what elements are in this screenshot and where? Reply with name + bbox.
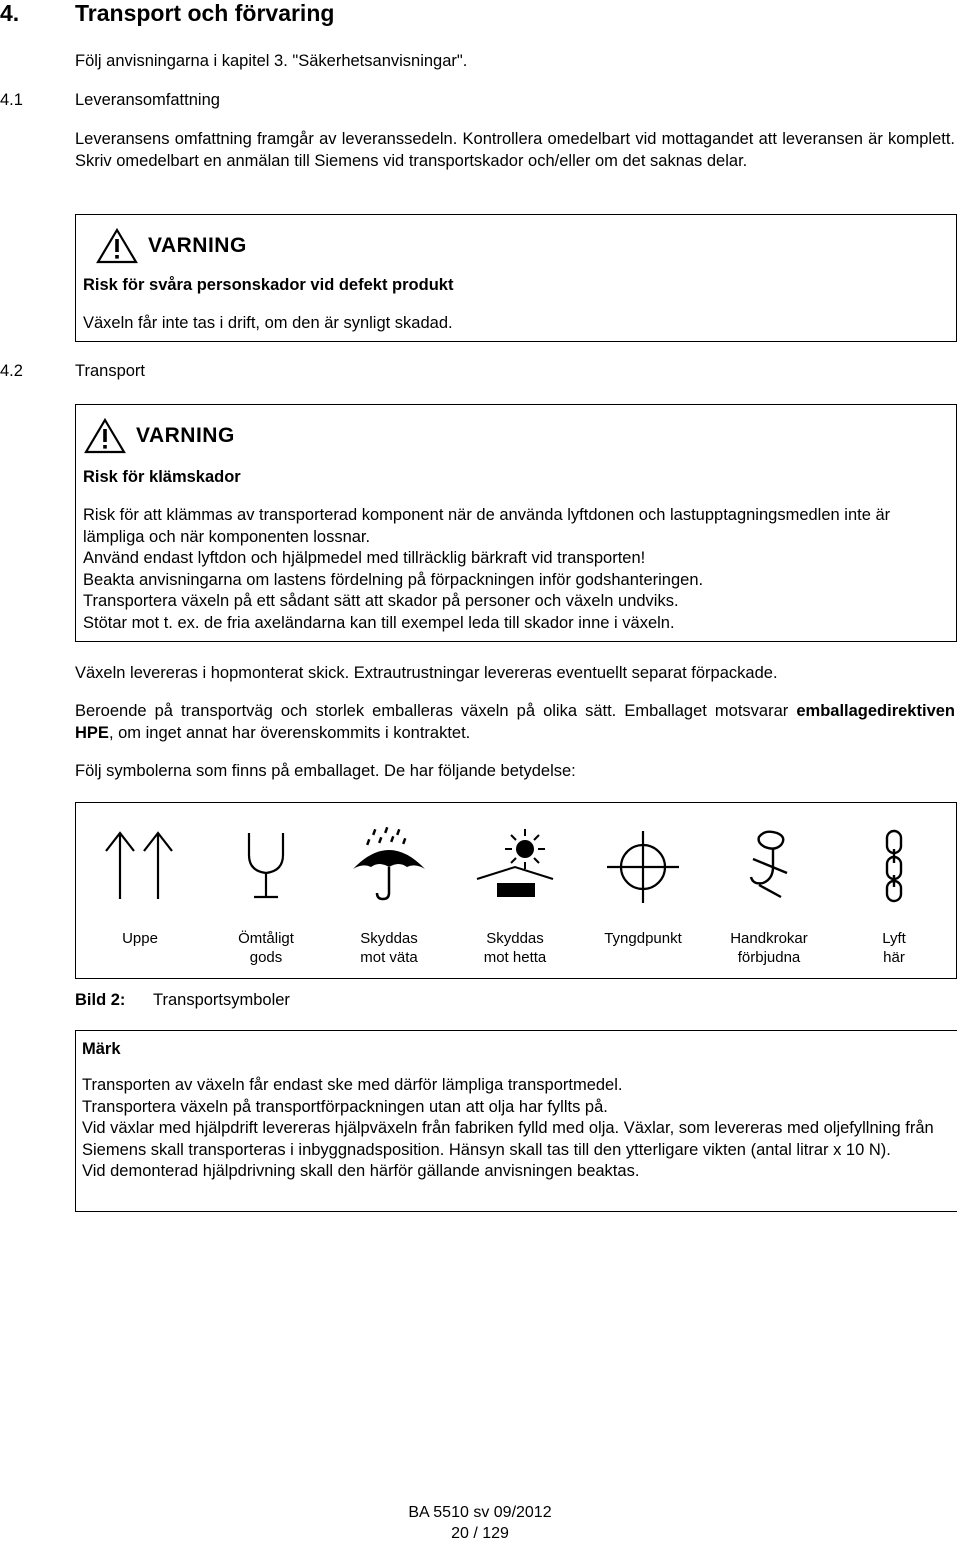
symbol-label-line2: mot väta [360,949,418,966]
warning-line: Risk för att klämmas av transporterad komponent när de använda lyftdonen och lastupptagningsmedlen inte är lämpliga och när komponenten lossnar. [83,506,891,546]
symbol-label [832,929,956,967]
symbol-label-line2: mot hetta [483,949,547,966]
chapter-title: Transport och förvaring [75,0,335,26]
symbol-cell [453,803,577,980]
symbol-label-line2: förbjudna [737,949,801,966]
symbol-label-line1: Ömtåligt [238,930,294,947]
warning-text: Växeln får inte tas i drift, om den är synligt skadad. [83,314,453,332]
warning-box-defect [75,214,957,342]
warning-triangle-icon [84,418,126,454]
warning-triangle-icon [96,228,138,264]
symbol-label-line1: Skyddas [360,930,418,947]
section-41-heading [0,91,400,113]
symbol-label [453,929,577,967]
symbol-label-line1: Handkrokar [730,930,808,947]
figure-title: Transportsymboler [153,991,290,1009]
note-line: Transporten av växeln får endast ske med därför lämpliga transportmedel. [82,1076,623,1094]
footer-doc-id: BA 5510 sv 09/2012 [408,1504,552,1521]
footer [0,1502,960,1544]
fragile-glass-icon [226,827,306,903]
warning-line: Stötar mot t. ex. de fria axeländarna kan till exempel leda till skador inne i växeln. [83,613,675,632]
footer-page-number: 20 / 129 [451,1525,509,1542]
symbol-cell [204,803,328,980]
symbol-label [78,929,202,948]
note-line: Vid demonterad hjälpdrivning skall den härför gällande anvisningen beaktas. [82,1162,640,1180]
packaging-paragraph [75,701,955,744]
note-title: Märk [82,1040,121,1058]
section-42-number: 4.2 [0,362,23,380]
warning-subtitle: Risk för klämskador [83,468,241,486]
note-body [82,1075,952,1183]
section-42-title: Transport [75,362,145,380]
warning-title: VARNING [148,234,247,257]
umbrella-rain-icon [349,827,429,903]
symbol-label [204,929,328,967]
symbol-label-line2: gods [249,949,283,966]
chapter-heading [0,0,334,27]
assembled-paragraph: Växeln levereras i hopmonterat skick. Extrautrustningar levereras eventuellt separat förpackade. [75,664,778,682]
center-of-gravity-icon [603,827,683,903]
symbol-label [707,929,831,967]
figure-caption [75,990,290,1012]
no-hand-hooks-icon [729,827,809,903]
symbol-cell [327,803,451,980]
symbol-label-line1: Skyddas [486,930,544,947]
note-line: Transportera växeln på transportförpackningen utan att olja har fyllts på. [82,1097,608,1116]
symbol-label-line1: Tyngdpunkt [604,930,682,947]
symbol-cell [78,803,202,980]
packaging-text-after: , om inget annat har överenskommits i kontraktet. [108,723,471,742]
intro-text: Följ anvisningarna i kapitel 3. "Säkerhetsanvisningar". [75,52,468,70]
warning-header [84,419,235,453]
warning-box-crush [75,404,957,642]
note-line: Vid växlar med hjälpdrift levereras hjälpväxeln från fabriken fylld med olja. Växlar, som levereras med oljefyllning från Siemens skall transporteras i inbyggnadsposition. Hänsyn skall tas till den ytterligare vikten (antal litrar x 10 N). [82,1119,934,1159]
section-41-number: 4.1 [0,91,23,109]
chapter-number: 4. [0,0,20,26]
sun-heat-icon [475,827,555,903]
symbol-label [581,929,705,948]
warning-body [83,505,949,634]
this-way-up-icon [100,827,180,903]
symbol-label-line1: Uppe [122,930,158,947]
packaging-directive: emballagedirektiven HPE [75,702,955,742]
symbol-cell [581,803,705,980]
warning-line: Beakta anvisningarna om lastens fördelning på förpackningen inför godshanteringen. [83,570,704,589]
transport-symbols-table [75,802,957,979]
symbols-paragraph: Följ symbolerna som finns på emballaget. De har följande betydelse: [75,762,576,780]
warning-line: Använd endast lyftdon och hjälpmedel med tillräcklig bärkraft vid transporten! [83,549,646,567]
symbol-label [327,929,451,967]
symbol-label-line2: här [883,949,905,966]
delivery-paragraph: Leveransens omfattning framgår av leveranssedeln. Kontrollera omedelbart vid mottagandet att leveransen är komplett. Skriv omedelbart en anmälan till Siemens vid transportskador och/eller om det saknas delar. [75,130,955,170]
section-42-heading [0,362,400,384]
symbol-cell [707,803,831,980]
lift-chain-icon [854,827,934,903]
figure-label: Bild 2: [75,991,126,1009]
warning-header [96,229,247,263]
packaging-text-before: Beroende på transportväg och storlek emballeras växeln på olika sätt. Emballaget motsvarar [75,702,797,720]
warning-subtitle: Risk för svåra personskador vid defekt produkt [83,276,454,294]
symbol-label-line1: Lyft [882,930,906,947]
section-41-title: Leveransomfattning [75,91,220,109]
symbol-cell [832,803,956,980]
note-box [75,1030,957,1212]
warning-title: VARNING [136,424,235,447]
warning-line: Transportera växeln på ett sådant sätt att skador på personer och växeln undviks. [83,592,679,610]
